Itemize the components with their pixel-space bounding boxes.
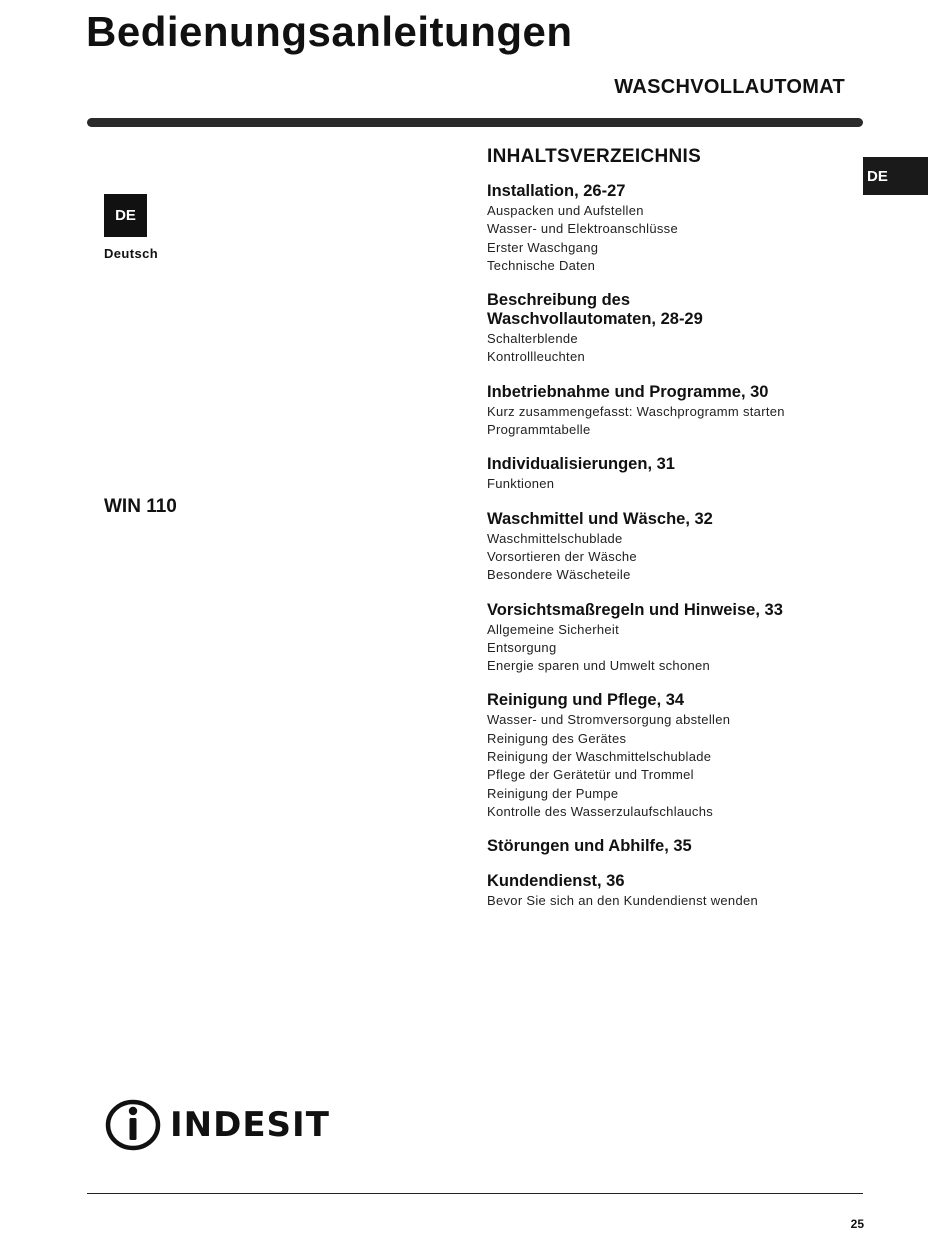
- toc-sections: [487, 182, 857, 911]
- page-number: 25: [850, 1217, 864, 1231]
- toc-section-title: Installation, 26-27: [487, 182, 626, 200]
- toc-section-title: Reinigung und Pflege, 34: [487, 691, 685, 710]
- toc-section: [487, 182, 857, 275]
- header-divider: [87, 118, 863, 127]
- model-name: WIN 110: [104, 496, 177, 517]
- toc-section-title: Störungen und Abhilfe, 35: [487, 837, 692, 856]
- toc-item: Waschmittelschublade: [487, 530, 623, 546]
- toc-item-list: [487, 202, 857, 275]
- product-type: WASCHVOLLAUTOMAT: [614, 76, 845, 98]
- toc-item: Kurz zusammengefasst: Waschprogramm starten: [487, 403, 785, 419]
- toc-section-title: Waschmittel und Wäsche, 32: [487, 509, 713, 528]
- toc-item-list: [487, 711, 857, 821]
- toc-item-list: [487, 892, 857, 910]
- toc-item: Erster Waschgang: [487, 239, 599, 255]
- toc-item: Allgemeine Sicherheit: [487, 621, 620, 637]
- toc-section-title: Beschreibung des Waschvollautomaten, 28-29: [487, 291, 703, 329]
- toc-item: Programmtabelle: [487, 422, 591, 438]
- toc-item: Entsorgung: [487, 639, 557, 655]
- toc-item: Reinigung der Pumpe: [487, 785, 619, 801]
- table-of-contents: [487, 146, 857, 927]
- toc-item: Kontrollleuchten: [487, 349, 586, 365]
- toc-item: Auspacken und Aufstellen: [487, 203, 644, 218]
- toc-section: [487, 291, 857, 367]
- toc-section: [487, 601, 857, 676]
- toc-item-list: [487, 475, 857, 493]
- page-title: Bedienungsanleitungen: [86, 8, 573, 55]
- toc-item-list: [487, 621, 857, 676]
- toc-item: Energie sparen und Umwelt schonen: [487, 658, 711, 674]
- toc-section: [487, 691, 857, 821]
- toc-section: [487, 872, 857, 910]
- toc-section: [487, 837, 857, 856]
- language-side-tab: DE: [863, 157, 928, 195]
- toc-item: Wasser- und Stromversorgung abstellen: [487, 712, 731, 728]
- language-label: Deutsch: [104, 246, 159, 261]
- toc-item: Reinigung der Waschmittelschublade: [487, 749, 712, 765]
- toc-item-list: [487, 530, 857, 585]
- toc-section: [487, 510, 857, 585]
- toc-item: Bevor Sie sich an den Kundendienst wenden: [487, 893, 759, 909]
- language-badge: DE: [104, 194, 147, 237]
- toc-section-title: Vorsichtsmaßregeln und Hinweise, 33: [487, 600, 783, 619]
- toc-section: [487, 455, 857, 493]
- toc-item: Vorsortieren der Wäsche: [487, 548, 637, 564]
- brand-logo: [104, 1098, 330, 1152]
- toc-section-title: Kundendienst, 36: [487, 872, 625, 891]
- toc-item: Technische Daten: [487, 257, 596, 273]
- toc-item: Reinigung des Gerätes: [487, 730, 627, 746]
- toc-item: Funktionen: [487, 476, 555, 492]
- footer-divider: [87, 1193, 863, 1194]
- toc-item: Schalterblende: [487, 331, 578, 347]
- toc-section: [487, 383, 857, 440]
- toc-item-list: [487, 403, 857, 440]
- toc-item-list: [487, 330, 857, 367]
- indesit-i-icon: [104, 1098, 162, 1152]
- toc-item: Wasser- und Elektroanschlüsse: [487, 221, 679, 237]
- toc-item: Besondere Wäscheteile: [487, 567, 631, 583]
- toc-item: Kontrolle des Wasserzulaufschlauchs: [487, 803, 714, 819]
- toc-item: Pflege der Gerätetür und Trommel: [487, 767, 694, 783]
- brand-logo-text: INDESIT: [170, 1105, 330, 1145]
- toc-section-title: Inbetriebnahme und Programme, 30: [487, 382, 769, 401]
- toc-section-title: Individualisierungen, 31: [487, 455, 675, 474]
- toc-heading: INHALTSVERZEICHNIS: [487, 146, 702, 167]
